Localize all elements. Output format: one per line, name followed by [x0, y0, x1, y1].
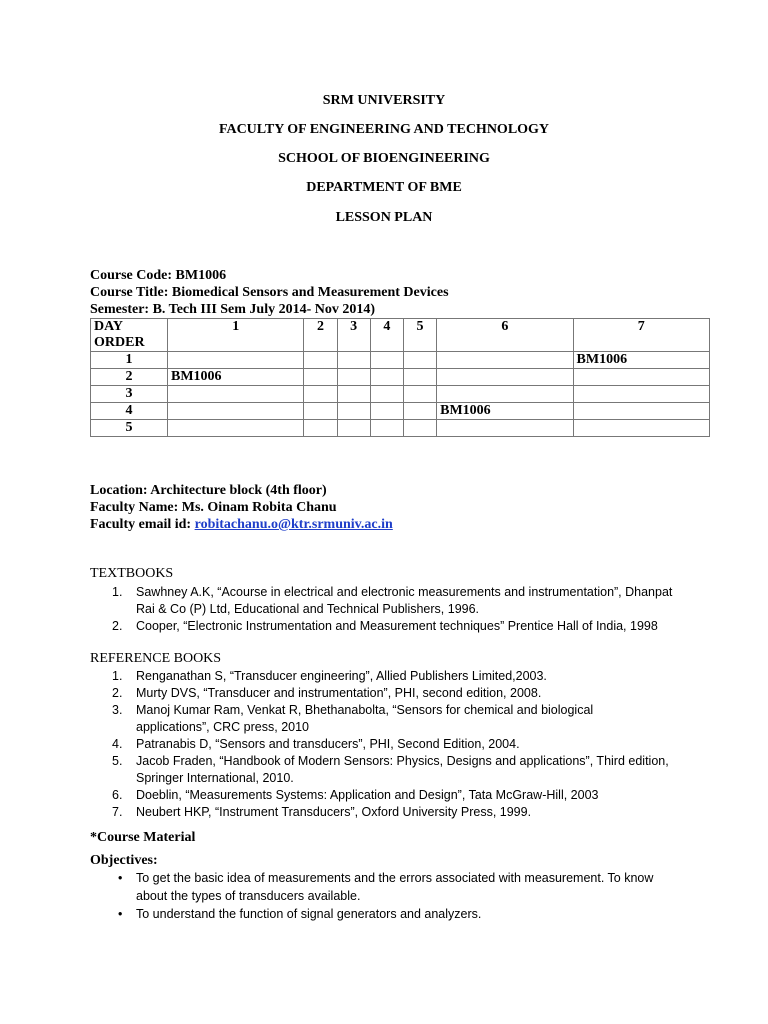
list-item-text: Murty DVS, “Transducer and instrumentation”, PHI, second edition, 2008.: [136, 686, 542, 700]
list-item-text: To get the basic idea of measurements and the errors associated with measurement. To know: [136, 871, 654, 885]
timetable-cell: [304, 386, 337, 403]
list-item-text: Sawhney A.K, “Acourse in electrical and electronic measurements and instrumentation”, Dhanpat: [136, 585, 673, 599]
list-item: [90, 753, 690, 787]
semester: Semester: B. Tech III Sem July 2014- Nov 2014): [90, 302, 376, 317]
course-title: Course Title: Biomedical Sensors and Measurement Devices: [90, 285, 449, 300]
day-order-cell: 3: [91, 386, 168, 403]
list-item-text: Rai & Co (P) Ltd, Educational and Technical Publishers, 1996.: [136, 602, 480, 616]
timetable-cell: [573, 369, 709, 386]
timetable-header-cell: DAY ORDER: [91, 319, 168, 352]
timetable-header-cell: 4: [370, 319, 403, 352]
timetable-cell: [168, 386, 304, 403]
list-item-text: Patranabis D, “Sensors and transducers”, PHI, Second Edition, 2004.: [136, 737, 520, 751]
list-item: [90, 618, 690, 635]
timetable-header-cell: 1: [168, 319, 304, 352]
list-number: 4.: [112, 737, 123, 751]
timetable-row: [91, 403, 710, 420]
list-item-text: applications”, CRC press, 2010: [136, 720, 309, 734]
faculty-email-link[interactable]: robitachanu.o@ktr.srmuniv.ac.in: [194, 517, 393, 532]
timetable-cell: [337, 352, 370, 369]
timetable-cell: [337, 420, 370, 437]
school-name: SCHOOL OF BIOENGINEERING: [278, 151, 490, 166]
location: Location: Architecture block (4th floor): [90, 483, 327, 498]
timetable-cell: [437, 352, 573, 369]
timetable-cell: BM1006: [573, 352, 709, 369]
course-code: Course Code: BM1006: [90, 268, 227, 283]
timetable-header-cell: 3: [337, 319, 370, 352]
list-item: [90, 685, 690, 702]
list-item: [90, 787, 690, 804]
bullet-icon: •: [118, 871, 123, 885]
timetable-cell: [573, 386, 709, 403]
timetable-cell: [304, 403, 337, 420]
list-number: 5.: [112, 754, 123, 768]
timetable-cell: [370, 386, 403, 403]
timetable-cell: [437, 369, 573, 386]
list-item-text: Manoj Kumar Ram, Venkat R, Bhethanabolta, “Sensors for chemical and biological: [136, 703, 594, 717]
day-order-cell: 1: [91, 352, 168, 369]
timetable-header-row: [91, 319, 710, 352]
timetable-cell: [403, 386, 436, 403]
list-item: [90, 804, 690, 821]
timetable-row: [91, 386, 710, 403]
list-item-text: Doeblin, “Measurements Systems: Application and Design”, Tata McGraw-Hill, 2003: [136, 788, 599, 802]
timetable-cell: [304, 352, 337, 369]
timetable-cell: [437, 386, 573, 403]
timetable-cell: [573, 420, 709, 437]
textbooks-list: [90, 584, 690, 635]
day-order-cell: 4: [91, 403, 168, 420]
list-number: 3.: [112, 703, 123, 717]
timetable-cell: [437, 420, 573, 437]
timetable-header-cell: 2: [304, 319, 337, 352]
faculty-name: Faculty Name: Ms. Oinam Robita Chanu: [90, 500, 337, 515]
timetable-cell: BM1006: [168, 369, 304, 386]
timetable-header-cell: 6: [437, 319, 573, 352]
list-number: 6.: [112, 788, 123, 802]
timetable-cell: [403, 369, 436, 386]
timetable-row: [91, 352, 710, 369]
list-item-text: To understand the function of signal generators and analyzers.: [136, 907, 482, 921]
objectives-title: Objectives:: [90, 853, 158, 868]
day-order-cell: 5: [91, 420, 168, 437]
timetable-cell: [168, 420, 304, 437]
list-item: [90, 736, 690, 753]
timetable-cell: [337, 403, 370, 420]
timetable-cell: [304, 420, 337, 437]
timetable-cell: [304, 369, 337, 386]
timetable-cell: [337, 369, 370, 386]
timetable-cell: [370, 420, 403, 437]
reference-books-list: [90, 668, 690, 821]
timetable-cell: [403, 403, 436, 420]
objectives-list: [90, 869, 670, 923]
timetable-row: [91, 420, 710, 437]
course-material-title: *Course Material: [90, 830, 196, 845]
list-number: 7.: [112, 805, 123, 819]
timetable-cell: [168, 403, 304, 420]
list-item-text: Neubert HKP, “Instrument Transducers”, Oxford University Press, 1999.: [136, 805, 532, 819]
department-name: DEPARTMENT OF BME: [306, 180, 462, 195]
list-item-text: Springer International, 2010.: [136, 771, 294, 785]
timetable-cell: BM1006: [437, 403, 573, 420]
list-item: [90, 869, 670, 905]
timetable-cell: [403, 352, 436, 369]
timetable-cell: [573, 403, 709, 420]
faculty-email-label: Faculty email id:: [90, 517, 195, 532]
list-item: [90, 668, 690, 685]
day-order-cell: 2: [91, 369, 168, 386]
bullet-icon: •: [118, 907, 123, 921]
timetable-cell: [370, 403, 403, 420]
timetable-cell: [337, 386, 370, 403]
university-name: SRM UNIVERSITY: [322, 93, 446, 108]
list-item-text: Renganathan S, “Transducer engineering”, Allied Publishers Limited,2003.: [136, 669, 547, 683]
list-item-text: Jacob Fraden, “Handbook of Modern Sensors: Physics, Designs and applications”, Third edition,: [136, 754, 669, 768]
timetable: [90, 318, 710, 437]
list-item-text: Cooper, “Electronic Instrumentation and Measurement techniques” Prentice Hall of India, 1998: [136, 619, 658, 633]
list-item-text: about the types of transducers available.: [136, 889, 361, 903]
reference-books-title: REFERENCE BOOKS: [90, 651, 222, 666]
faculty-name-heading: FACULTY OF ENGINEERING AND TECHNOLOGY: [218, 122, 550, 137]
list-item: [90, 702, 690, 736]
list-number: 1.: [112, 669, 123, 683]
timetable-row: [91, 369, 710, 386]
timetable-header-cell: 5: [403, 319, 436, 352]
list-number: 2.: [112, 619, 123, 633]
timetable-cell: [370, 369, 403, 386]
timetable-cell: [403, 420, 436, 437]
textbooks-title: TEXTBOOKS: [90, 566, 174, 581]
document-type: LESSON PLAN: [335, 210, 433, 225]
list-item: [90, 905, 670, 923]
timetable-cell: [168, 352, 304, 369]
list-item: [90, 584, 690, 618]
timetable-cell: [370, 352, 403, 369]
timetable-header-cell: 7: [573, 319, 709, 352]
faculty-email-line: [90, 517, 393, 533]
list-number: 1.: [112, 585, 123, 599]
list-number: 2.: [112, 686, 123, 700]
